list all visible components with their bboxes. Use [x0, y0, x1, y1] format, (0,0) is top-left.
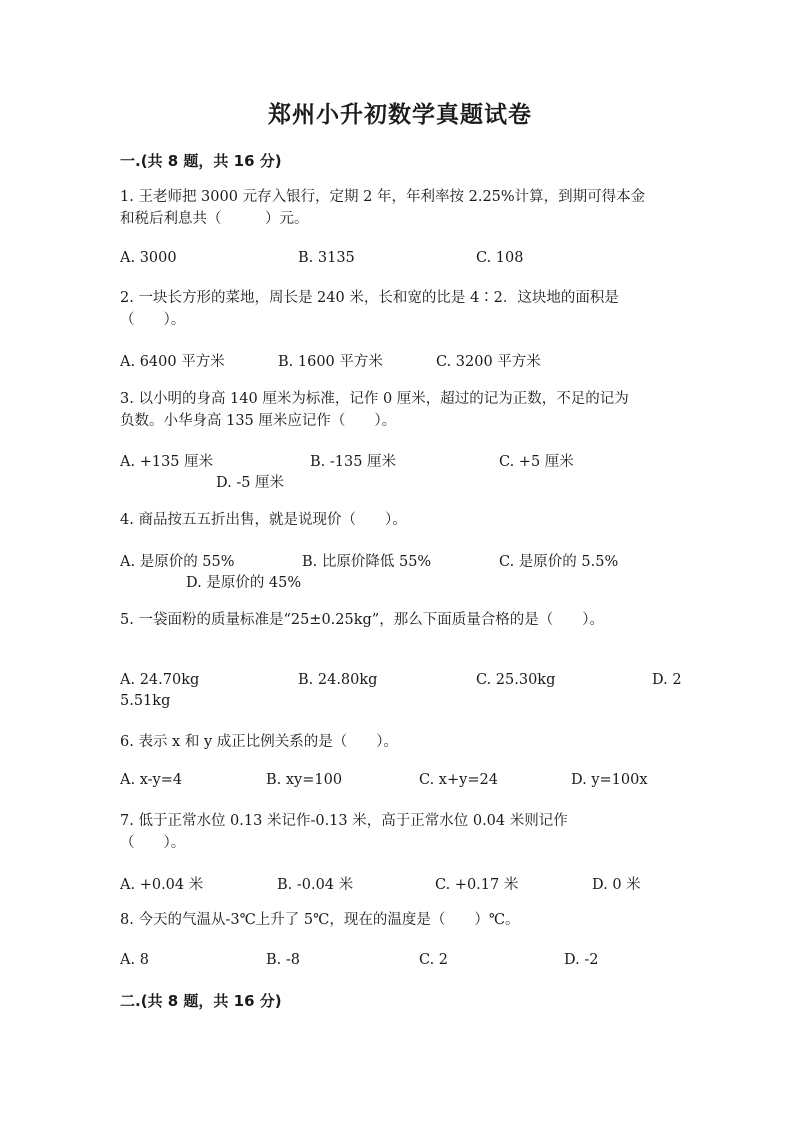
section-heading-2: 二.(共 8 题，共 16 分) [120, 992, 282, 1010]
question-6-option-d: D. y=100x [571, 772, 648, 788]
question-2-stem-line: 2. 一块长方形的菜地，周长是 240 米，长和宽的比是 4∶2．这块地的面积是 [120, 290, 619, 306]
question-7-option-c: C. +0.17 米 [435, 877, 519, 893]
question-3-stem [120, 388, 680, 432]
question-1-stem [120, 186, 680, 230]
question-5-option-d-wrap: 5.51kg [120, 693, 171, 709]
question-8-option-a: A. 8 [120, 952, 149, 968]
question-7-stem-line: 7. 低于正常水位 0.13 米记作-0.13 米，高于正常水位 0.04 米则记作 [120, 813, 568, 829]
question-2-option-c: C. 3200 平方米 [436, 354, 541, 370]
question-5-stem [120, 609, 680, 631]
question-4-option-d: D. 是原价的 45% [186, 575, 302, 591]
question-6-stem-line: 6. 表示 x 和 y 成正比例关系的是（ ）。 [120, 734, 398, 750]
question-8-stem [120, 909, 680, 931]
question-8-option-d: D. -2 [564, 952, 599, 968]
question-1-option-a: A. 3000 [120, 250, 177, 266]
question-8-option-b: B. -8 [266, 952, 300, 968]
question-1-stem-line: 1. 王老师把 3000 元存入银行，定期 2 年，年利率按 2.25%计算，到期可得本金 [120, 189, 646, 205]
question-5-option-d: D. 2 [652, 672, 682, 688]
question-4-stem [120, 509, 680, 531]
page-title: 郑州小升初数学真题试卷 [268, 101, 532, 128]
question-6-option-b: B. xy=100 [266, 772, 343, 788]
question-1-option-b: B. 3135 [298, 250, 355, 266]
question-5-option-a: A. 24.70kg [120, 672, 200, 688]
question-3-stem-line: 负数。小华身高 135 厘米应记作（ ）。 [120, 413, 397, 429]
question-2-option-b: B. 1600 平方米 [278, 354, 383, 370]
section-heading-1: 一.(共 8 题，共 16 分) [120, 152, 282, 170]
question-4-option-c: C. 是原价的 5.5% [499, 554, 619, 570]
question-8-stem-line: 8. 今天的气温从-3℃上升了 5℃，现在的温度是（ ）℃。 [120, 912, 520, 928]
question-7-option-b: B. -0.04 米 [277, 877, 354, 893]
question-2-stem-line: （ ）。 [120, 312, 186, 328]
question-3-stem-line: 3. 以小明的身高 140 厘米为标准，记作 0 厘米，超过的记为正数，不足的记为 [120, 391, 629, 407]
question-3-option-c: C. +5 厘米 [499, 454, 574, 470]
question-2-option-a: A. 6400 平方米 [120, 354, 225, 370]
question-6-stem [120, 731, 680, 753]
question-7-stem-line: （ ）。 [120, 835, 186, 851]
question-6-option-c: C. x+y=24 [419, 772, 498, 788]
question-7-option-d: D. 0 米 [592, 877, 641, 893]
question-1-option-c: C. 108 [476, 250, 524, 266]
question-7-option-a: A. +0.04 米 [120, 877, 204, 893]
question-7-stem [120, 810, 680, 854]
question-4-option-b: B. 比原价降低 55% [302, 554, 432, 570]
question-3-option-d: D. -5 厘米 [216, 475, 285, 491]
question-2-stem [120, 287, 680, 331]
question-4-option-a: A. 是原价的 55% [120, 554, 235, 570]
question-5-option-b: B. 24.80kg [298, 672, 378, 688]
question-5-stem-line: 5. 一袋面粉的质量标准是“25±0.25kg”，那么下面质量合格的是（ ）。 [120, 612, 604, 628]
question-6-option-a: A. x-y=4 [120, 772, 183, 788]
question-3-option-b: B. -135 厘米 [310, 454, 397, 470]
question-5-option-c: C. 25.30kg [476, 672, 556, 688]
question-4-stem-line: 4. 商品按五五折出售，就是说现价（ ）。 [120, 512, 407, 528]
question-1-stem-line: 和税后利息共（ ）元。 [120, 211, 309, 227]
question-8-option-c: C. 2 [419, 952, 449, 968]
question-3-option-a: A. +135 厘米 [120, 454, 214, 470]
